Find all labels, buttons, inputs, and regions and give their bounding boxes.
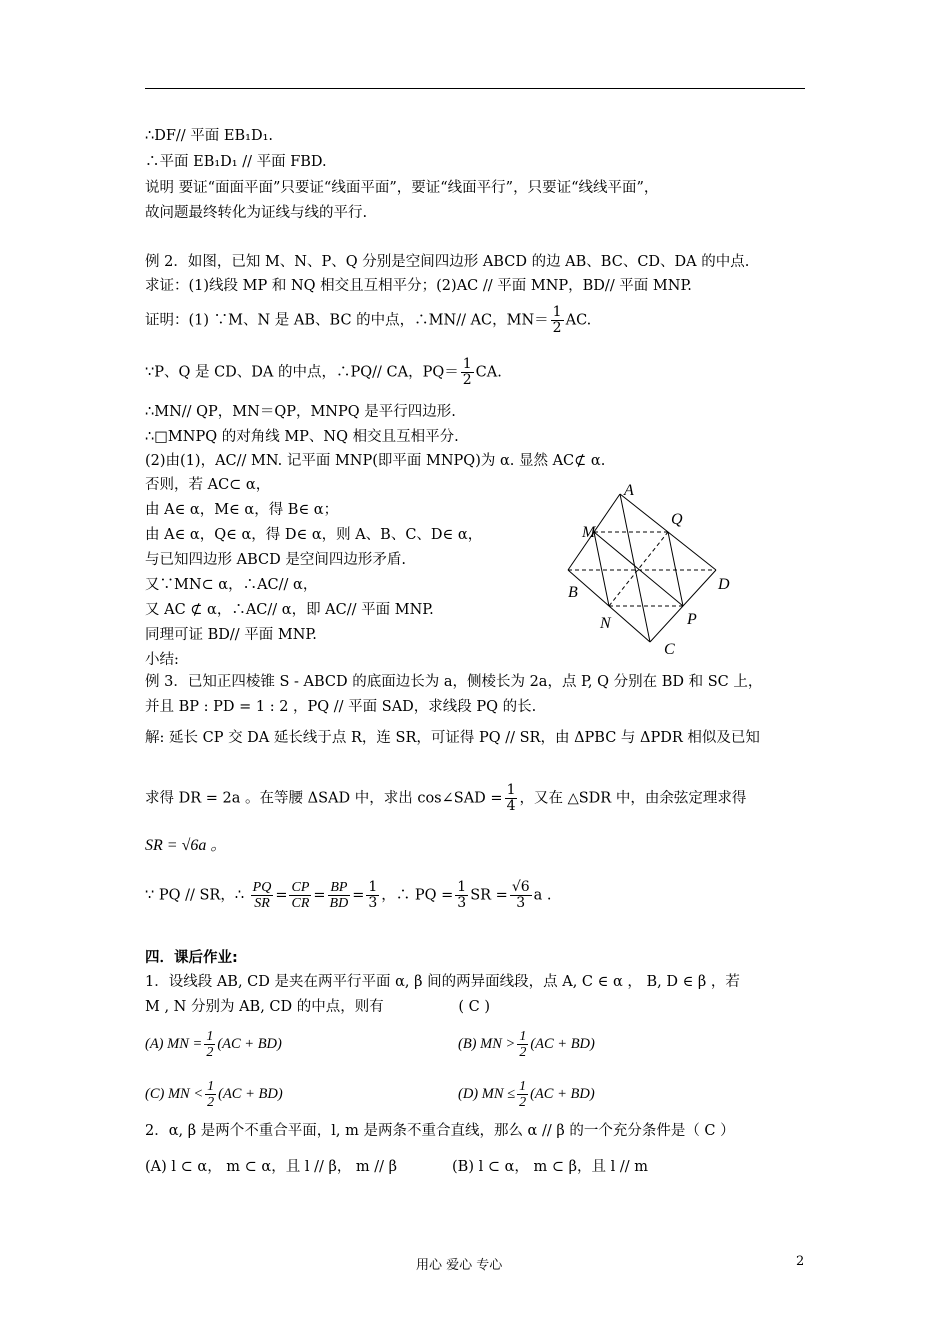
fraction-pq-sr: [251, 880, 274, 911]
text-line: SR = √6a 。: [145, 837, 227, 854]
fraction-numerator: 1: [207, 1079, 215, 1094]
question-1: 1．设线段 AB, CD 是夹在两平行平面 α, β 间的两异面线段，点 A, C ∈ α ， B, D ∈ β ，若: [145, 974, 740, 990]
text-line: ∴平面 EB₁D₁ // 平面 FBD.: [145, 154, 327, 170]
vertex-label-m: M: [582, 524, 596, 541]
vertex-label-p: P: [687, 611, 697, 628]
text-line: 小结:: [145, 652, 179, 668]
text-segment: ∵ PQ // SR，∴: [145, 887, 245, 904]
proof-line: [145, 305, 591, 336]
text-line: 故问题最终转化为证线与线的平行.: [145, 205, 368, 221]
text-line: ∴DF// 平面 EB₁D₁.: [145, 128, 274, 144]
fraction-denominator: 3: [457, 895, 467, 911]
text-line: 由 A∈ α，Q∈ α，得 D∈ α，则 A、B、C、D∈ α，: [145, 527, 483, 543]
solution-line: ∵ PQ // SR，∴ $\frac{PQ}{SR}$ = $\frac{CP}{CR}$ = $\frac{BP}{BD}$ = $\frac{1}{3}$ ，∴ PQ = $\frac{1}{3}$ SR = $\frac{√6}{3}$ a .: [145, 879, 552, 911]
fraction-sqrt6-3: [510, 880, 532, 911]
option-b: [458, 1029, 595, 1060]
fraction-numerator: 1: [552, 304, 562, 320]
q2-option-a: (A) l ⊂ α， m ⊂ α，且 l // β， m // β: [145, 1159, 398, 1175]
vertex-label-n: N: [600, 615, 611, 632]
fraction-numerator: BP: [328, 880, 351, 896]
fraction-third: [455, 880, 468, 911]
text-line: 并且 BP : PD = 1 : 2 ，PQ // 平面 SAD，求线段 PQ 的长.: [145, 699, 537, 715]
text-segment: SR =: [470, 887, 508, 904]
text-line: ∴□MNPQ 的对角线 MP、NQ 相交且互相平分.: [145, 429, 459, 445]
fraction-half: [461, 357, 474, 388]
section-heading: 四．课后作业:: [145, 950, 238, 966]
fraction-numerator: 1: [368, 879, 378, 895]
text-line: ∴MN// QP，MN＝QP，MNPQ 是平行四边形.: [145, 404, 456, 420]
text-segment: a .: [533, 887, 552, 904]
fraction-denominator: 2: [462, 372, 472, 388]
fraction-numerator: PQ: [252, 880, 272, 895]
header-rule: [145, 88, 805, 89]
fraction-denominator: BD: [329, 896, 349, 911]
fraction-half: [517, 1079, 528, 1110]
option-expression: (AC + BD): [217, 1035, 282, 1052]
text-line: 否则，若 AC⊂ α，: [145, 477, 271, 493]
vertex-label-c: C: [664, 641, 675, 658]
text-segment: AC.: [565, 312, 592, 329]
fraction-numerator: √6: [511, 879, 530, 895]
fraction-denominator: 3: [516, 895, 526, 911]
question-1-cont: [145, 997, 490, 1017]
fraction-numerator: 1: [519, 1029, 527, 1044]
option-d: [458, 1079, 595, 1110]
fraction-cp-cr: [289, 880, 311, 911]
fraction-quarter: [505, 783, 518, 814]
text-segment: ，∴ PQ =: [381, 887, 454, 904]
text-line: 与已知四边形 ABCD 是空间四边形矛盾.: [145, 552, 406, 568]
fraction-bp-bd: [328, 880, 351, 911]
text-line: 由 A∈ α，M∈ α，得 B∈ α；: [145, 502, 339, 518]
option-label: (D) MN ≤: [458, 1085, 516, 1102]
example-3-title: 例 3．已知正四棱锥 S - ABCD 的底面边长为 a，侧棱长为 2a，点 P, Q 分别在 BD 和 SC 上，: [145, 674, 763, 690]
vertex-label-d: D: [718, 576, 730, 593]
answer-c: ( C ): [458, 999, 491, 1015]
fraction-denominator: 2: [206, 1045, 214, 1060]
option-expression: (AC + BD): [218, 1085, 283, 1102]
text-line: 求证：(1)线段 MP 和 NQ 相交且互相平分；(2)AC // 平面 MNP，BD// 平面 MNP.: [145, 278, 692, 294]
quadrilateral-figure: [560, 478, 740, 660]
text-line: (2)由(1)，AC// MN. 记平面 MNP(即平面 MNPQ)为 α. 显然 AC⊄ α.: [145, 453, 606, 469]
fraction-denominator: 3: [368, 895, 378, 911]
fraction-denominator: 2: [519, 1095, 527, 1110]
text-line: 又 AC ⊄ α，∴AC// α，即 AC// 平面 MNP.: [145, 602, 434, 618]
text-segment: 证明：(1) ∵M、N 是 AB、BC 的中点，∴MN// AC，MN＝: [145, 312, 549, 329]
proof-line: [145, 357, 502, 388]
fraction-third: [366, 880, 379, 911]
vertex-label-q: Q: [671, 511, 683, 528]
fraction-denominator: 4: [506, 798, 516, 814]
solution-line: [145, 783, 746, 814]
question-2: 2．α, β 是两个不重合平面，l, m 是两条不重合直线，那么 α // β 的一个充分条件是（ C ）: [145, 1123, 735, 1139]
fraction-denominator: 2: [519, 1045, 527, 1060]
option-expression: (AC + BD): [530, 1085, 595, 1102]
option-label: (A) MN =: [145, 1035, 203, 1052]
text-line: 同理可证 BD// 平面 MNP.: [145, 627, 317, 643]
page-number: 2: [796, 1254, 805, 1269]
option-c: [145, 1079, 283, 1110]
footer-center: 用心 爱心 专心: [416, 1258, 503, 1273]
example-2-title: 例 2．如图，已知 M、N、P、Q 分别是空间四边形 ABCD 的边 AB、BC、CD、DA 的中点.: [145, 254, 750, 270]
fraction-numerator: 1: [206, 1029, 214, 1044]
fraction-half: [205, 1079, 216, 1110]
text-segment: 求得 DR = 2a 。在等腰 ΔSAD 中，求出 cos∠SAD =: [145, 790, 503, 807]
option-expression: (AC + BD): [530, 1035, 595, 1052]
fraction-denominator: SR: [254, 896, 270, 911]
text-segment: M , N 分别为 AB, CD 的中点，则有: [145, 999, 384, 1015]
vertex-label-a: A: [624, 482, 634, 499]
fraction-half: [204, 1029, 215, 1060]
fraction-numerator: 1: [457, 879, 467, 895]
fraction-numerator: CP: [291, 880, 310, 895]
text-segment: ，又在 △SDR 中，由余弦定理求得: [519, 790, 747, 807]
fraction-numerator: 1: [462, 356, 472, 372]
fraction-half: [517, 1029, 528, 1060]
vertex-label-b: B: [568, 584, 578, 601]
text-line: 说明 要证“面面平面”只要证“线面平面”，要证“线面平行”，只要证“线线平面”，: [145, 180, 659, 196]
option-label: (C) MN <: [145, 1085, 204, 1102]
fraction-numerator: 1: [519, 1079, 527, 1094]
fraction-denominator: CR: [291, 896, 310, 911]
text-line: 解: 延长 CP 交 DA 延长线于点 R，连 SR，可证得 PQ // SR，由 ΔPBC 与 ΔPDR 相似及已知: [145, 730, 760, 746]
option-label: (B) MN >: [458, 1035, 516, 1052]
q2-option-b: (B) l ⊂ α， m ⊂ β，且 l // m: [452, 1159, 648, 1175]
text-segment: CA.: [475, 364, 502, 381]
fraction-denominator: 2: [552, 320, 562, 336]
option-a: [145, 1029, 282, 1060]
fraction-half: [551, 305, 564, 336]
fraction-numerator: 1: [506, 782, 516, 798]
text-segment: ∵P、Q 是 CD、DA 的中点，∴PQ// CA，PQ＝: [145, 364, 459, 381]
fraction-denominator: 2: [207, 1095, 215, 1110]
text-line: 又∵MN⊂ α，∴AC// α，: [145, 577, 318, 593]
